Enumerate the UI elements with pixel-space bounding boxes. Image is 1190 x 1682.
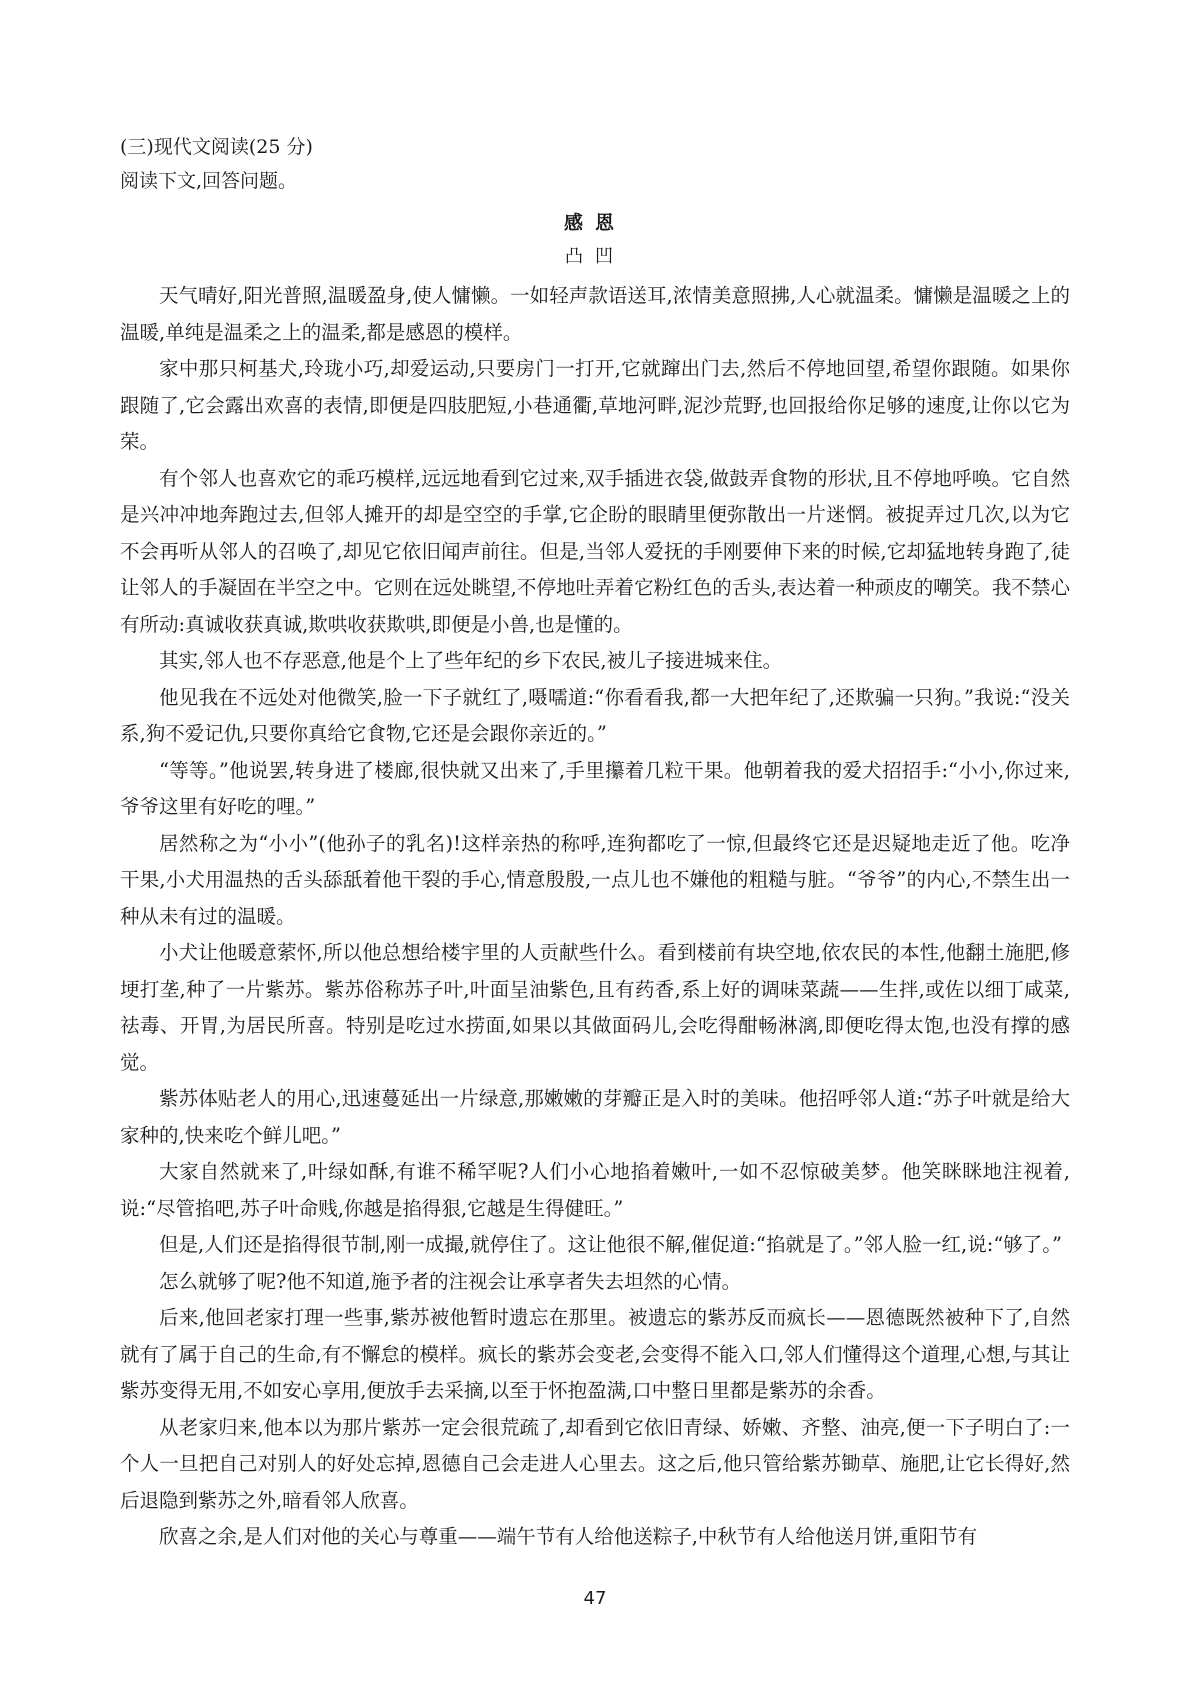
- reading-instruction: 阅读下文,回答问题。: [120, 170, 298, 192]
- paragraph: 紫苏体贴老人的用心,迅速蔓延出一片绿意,那嫩嫩的芽瓣正是入时的美味。他招呼邻人道:“苏子叶就是给大家种的,快来吃个鲜儿吧。”: [120, 1087, 1070, 1147]
- document-page: [120, 130, 1070, 1556]
- paragraph: 居然称之为“小小”(他孙子的乳名)!这样亲热的称呼,连狗都吃了一惊,但最终它还是迟疑地走近了他。吃净干果,小犬用温热的舌头舔舐着他干裂的手心,情意殷殷,一点儿也不嫌他的粗糙与脏。“爷爷”的内心,不禁生出一种从未有过的温暖。: [120, 831, 1070, 928]
- paragraph: 有个邻人也喜欢它的乖巧模样,远远地看到它过来,双手插进衣袋,做鼓弄食物的形状,且不停地呼唤。它自然是兴冲冲地奔跑过去,但邻人摊开的却是空空的手掌,它企盼的眼睛里便弥散出一片迷惘。被捉弄过几次,以为它不会再听从邻人的召唤了,却见它依旧闻声前往。但是,当邻人爱抚的手刚要伸下来的时候,它却猛地转身跑了,徒让邻人的手凝固在半空之中。它则在远处眺望,不停地吐弄着它粉红色的舌头,表达着一种顽皮的嘲笑。我不禁心有所动:真诚收获真诚,欺哄收获欺哄,即便是小兽,也是懂的。: [120, 466, 1070, 636]
- article-body: [120, 278, 1070, 1556]
- paragraph: 怎么就够了呢?他不知道,施予者的注视会让承享者失去坦然的心情。: [159, 1269, 742, 1293]
- article-author: 凸凹: [565, 246, 625, 267]
- paragraph: 小犬让他暖意萦怀,所以他总想给楼宇里的人贡献些什么。看到楼前有块空地,依农民的本性,他翻土施肥,修埂打垄,种了一片紫苏。紫苏俗称苏子叶,叶面呈油紫色,且有药香,系上好的调味菜蔬——生拌,或佐以细丁咸菜,祛毒、开胃,为居民所喜。特别是吃过水捞面,如果以其做面码儿,会吃得酣畅淋漓,即便吃得太饱,也没有撑的感觉。: [120, 941, 1070, 1074]
- paragraph: 欣喜之余,是人们对他的关心与尊重——端午节有人给他送粽子,中秋节有人给他送月饼,重阳节有: [159, 1525, 978, 1548]
- paragraph: 他见我在不远处对他微笑,脸一下子就红了,嗫嚅道:“你看看我,都一大把年纪了,还欺骗一只狗。”我说:“没关系,狗不爱记仇,只要你真给它食物,它还是会跟你亲近的。”: [120, 685, 1070, 745]
- paragraph: 天气晴好,阳光普照,温暖盈身,使人慵懒。一如轻声款语送耳,浓情美意照拂,人心就温柔。慵懒是温暖之上的温暖,单纯是温柔之上的温柔,都是感恩的模样。: [120, 284, 1070, 344]
- paragraph: 但是,人们还是掐得很节制,刚一成撮,就停住了。这让他很不解,催促道:“掐就是了。”邻人脸一红,说:“够了。”: [159, 1233, 1063, 1256]
- paragraph: 大家自然就来了,叶绿如酥,有谁不稀罕呢?人们小心地掐着嫩叶,一如不忍惊破美梦。他笑眯眯地注视着,说:“尽管掐吧,苏子叶命贱,你越是掐得狠,它越是生得健旺。”: [120, 1160, 1070, 1220]
- paragraph: 后来,他回老家打理一些事,紫苏被他暂时遗忘在那里。被遗忘的紫苏反而疯长——恩德既然被种下了,自然就有了属于自己的生命,有不懈怠的模样。疯长的紫苏会变老,会变得不能入口,邻人们懂得这个道理,心想,与其让紫苏变得无用,不如安心享用,便放手去采摘,以至于怀抱盈满,口中整日里都是紫苏的余香。: [120, 1306, 1070, 1402]
- page-number: 47: [583, 1588, 607, 1609]
- section-heading: (三)现代文阅读(25 分): [120, 136, 313, 158]
- paragraph: “等等。”他说罢,转身进了楼廊,很快就又出来了,手里攥着几粒干果。他朝着我的爱犬招招手:“小小,你过来,爷爷这里有好吃的哩。”: [120, 758, 1070, 818]
- paragraph: 从老家归来,他本以为那片紫苏一定会很荒疏了,却看到它依旧青绿、娇嫩、齐整、油亮,便一下子明白了:一个人一旦把自己对别人的好处忘掉,恩德自己会走进人心里去。这之后,他只管给紫苏锄草、施肥,让它长得好,然后退隐到紫苏之外,暗看邻人欣喜。: [120, 1415, 1070, 1512]
- article-title: 感恩: [563, 212, 626, 234]
- paragraph: 家中那只柯基犬,玲珑小巧,却爱运动,只要房门一打开,它就蹿出门去,然后不停地回望,希望你跟随。如果你跟随了,它会露出欢喜的表情,即便是四肢肥短,小巷通衢,草地河畔,泥沙荒野,也回报给你足够的速度,让你以它为荣。: [120, 357, 1070, 453]
- paragraph: 其实,邻人也不存恶意,他是个上了些年纪的乡下农民,被儿子接进城来住。: [159, 649, 783, 672]
